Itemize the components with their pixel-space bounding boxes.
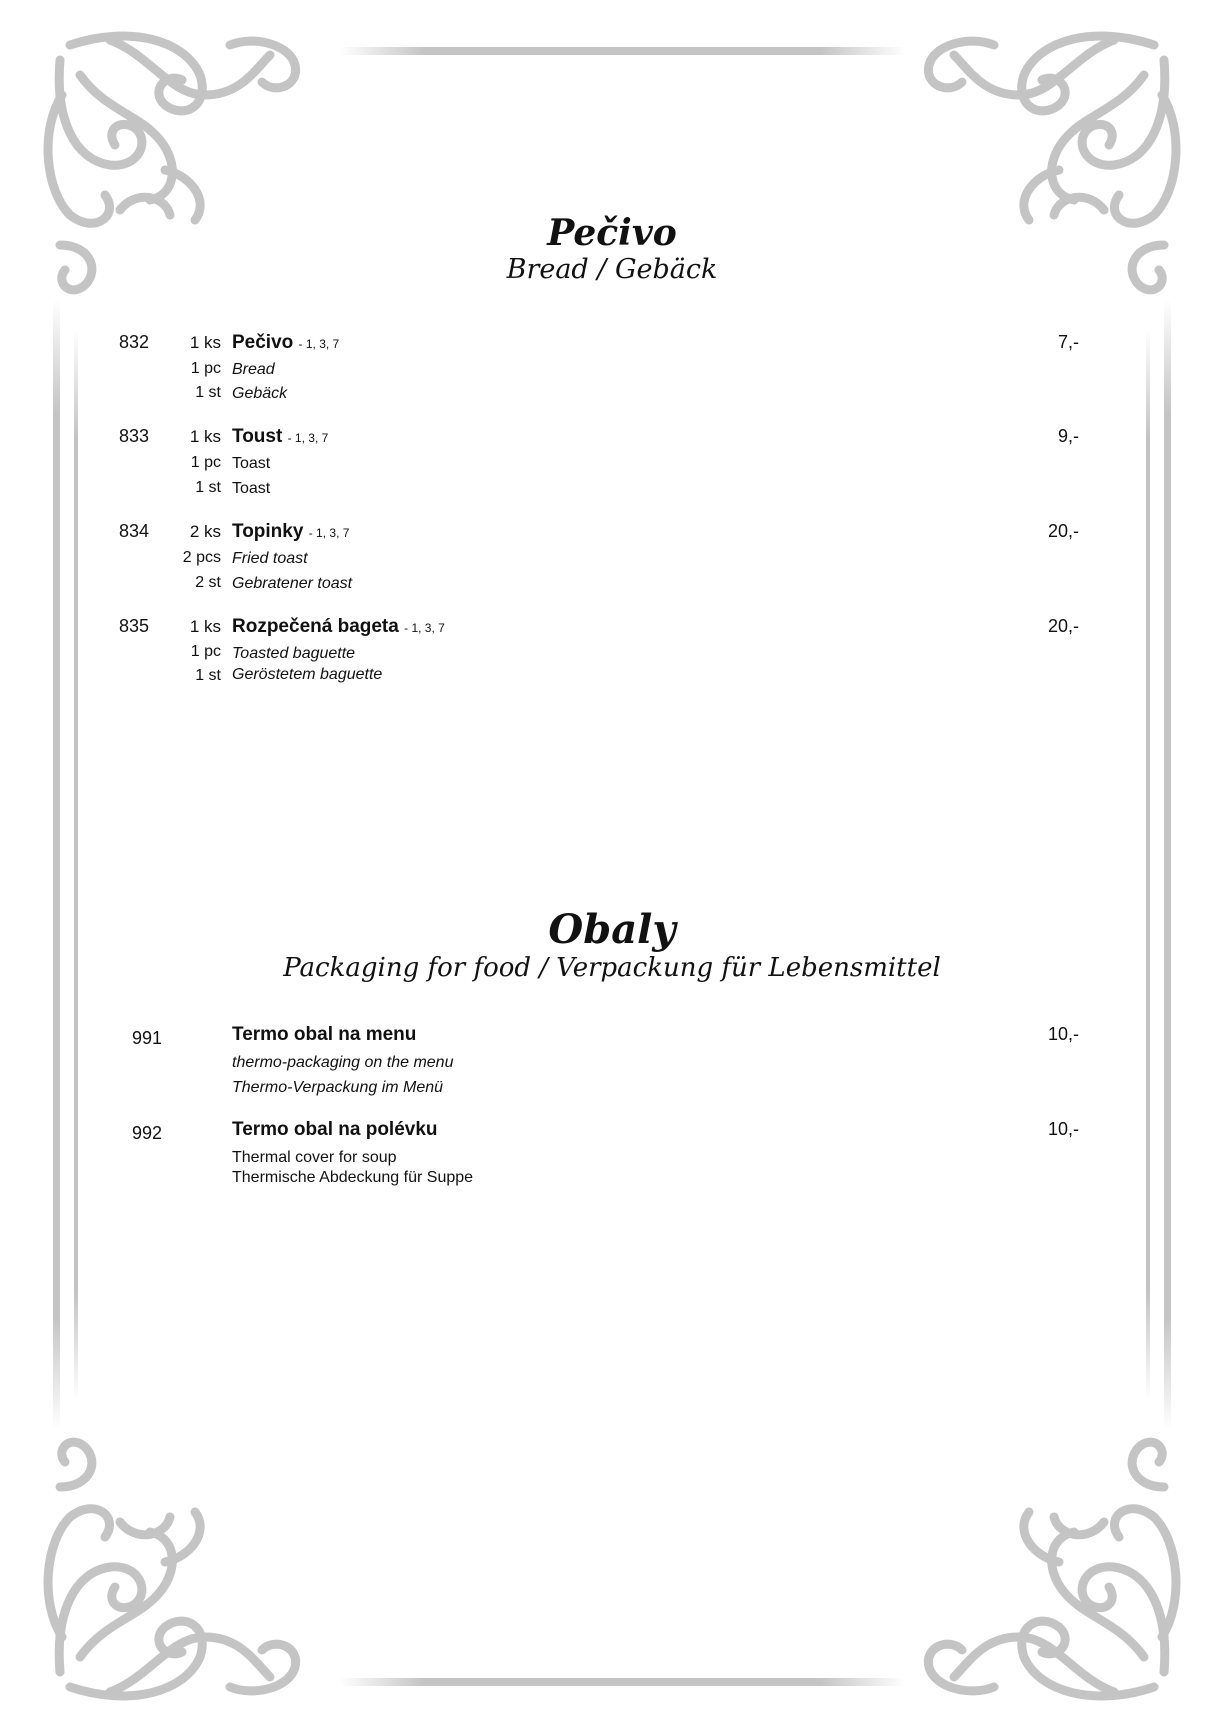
item-qty-de: 1 st [195,384,221,401]
item-desc-de: Gebäck [232,385,288,402]
item-desc-de: Thermische Abdeckung für Suppe [232,1169,474,1186]
item-desc-de: Toast [232,480,271,497]
item-qty-de: 1 st [195,667,221,684]
section-title: Pečivo [547,212,677,254]
item-desc-en: Bread [232,361,275,378]
item-name [232,332,339,354]
section-subtitle: Packaging for food / Verpackung für Lebensmittel [283,953,941,983]
item-name-text: Toust [232,426,283,447]
item-name-text: Pečivo [232,332,294,353]
corner-ornament-bottom-right [928,1442,1176,1696]
item-desc-de: Gebratener toast [232,575,353,592]
item-desc-en: thermo-packaging on the menu [232,1054,454,1071]
item-desc-de: Geröstetem baguette [232,666,383,683]
item-qty-en: 1 pc [190,454,221,471]
corner-ornament-bottom-left [48,1442,296,1696]
item-desc-en: Thermal cover for soup [232,1149,397,1166]
section-heading-pecivo [0,212,1224,285]
item-allergens: - 1, 3, 7 [404,621,445,635]
item-name [232,426,328,448]
item-price: 20,- [1047,521,1079,541]
item-price: 10,- [1047,1024,1079,1044]
item-price: 20,- [1047,616,1079,636]
item-qty: 1 ks [189,333,221,352]
item-price: 10,- [1047,1119,1079,1139]
item-qty-de: 1 st [195,479,221,496]
item-price: 9,- [1057,426,1079,446]
item-name-text: Topinky [232,521,304,542]
item-name-text: Rozpečená bageta [232,616,399,637]
item-desc-en: Toast [232,455,271,472]
item-desc-en: Toasted baguette [232,645,356,662]
item-qty: 1 ks [189,427,221,446]
item-qty: 2 ks [189,522,221,541]
item-allergens: - 1, 3, 7 [308,526,350,540]
item-code: 832 [119,332,150,352]
item-allergens: - 1, 3, 7 [298,337,340,351]
item-desc-en: Fried toast [232,550,308,567]
section-title: Obaly [548,906,676,953]
section-subtitle: Bread / Gebäck [506,254,718,285]
item-code: 835 [119,616,150,636]
item-qty-en: 1 pc [190,643,221,660]
item-qty-en: 2 pcs [182,549,221,566]
item-name [232,616,445,638]
item-qty-de: 2 st [195,574,221,591]
item-code: 992 [132,1123,163,1143]
item-name: Termo obal na menu [232,1024,417,1045]
item-qty: 1 ks [189,617,221,636]
item-code: 834 [119,521,150,541]
item-price: 7,- [1057,332,1079,352]
item-code: 833 [119,426,150,446]
section-heading-obaly [0,906,1224,983]
item-allergens: - 1, 3, 7 [287,431,329,445]
item-name [232,521,349,543]
item-desc-de: Thermo-Verpackung im Menü [232,1079,444,1096]
item-qty-en: 1 pc [190,360,221,377]
item-name: Termo obal na polévku [232,1119,438,1140]
item-code: 991 [132,1028,163,1048]
